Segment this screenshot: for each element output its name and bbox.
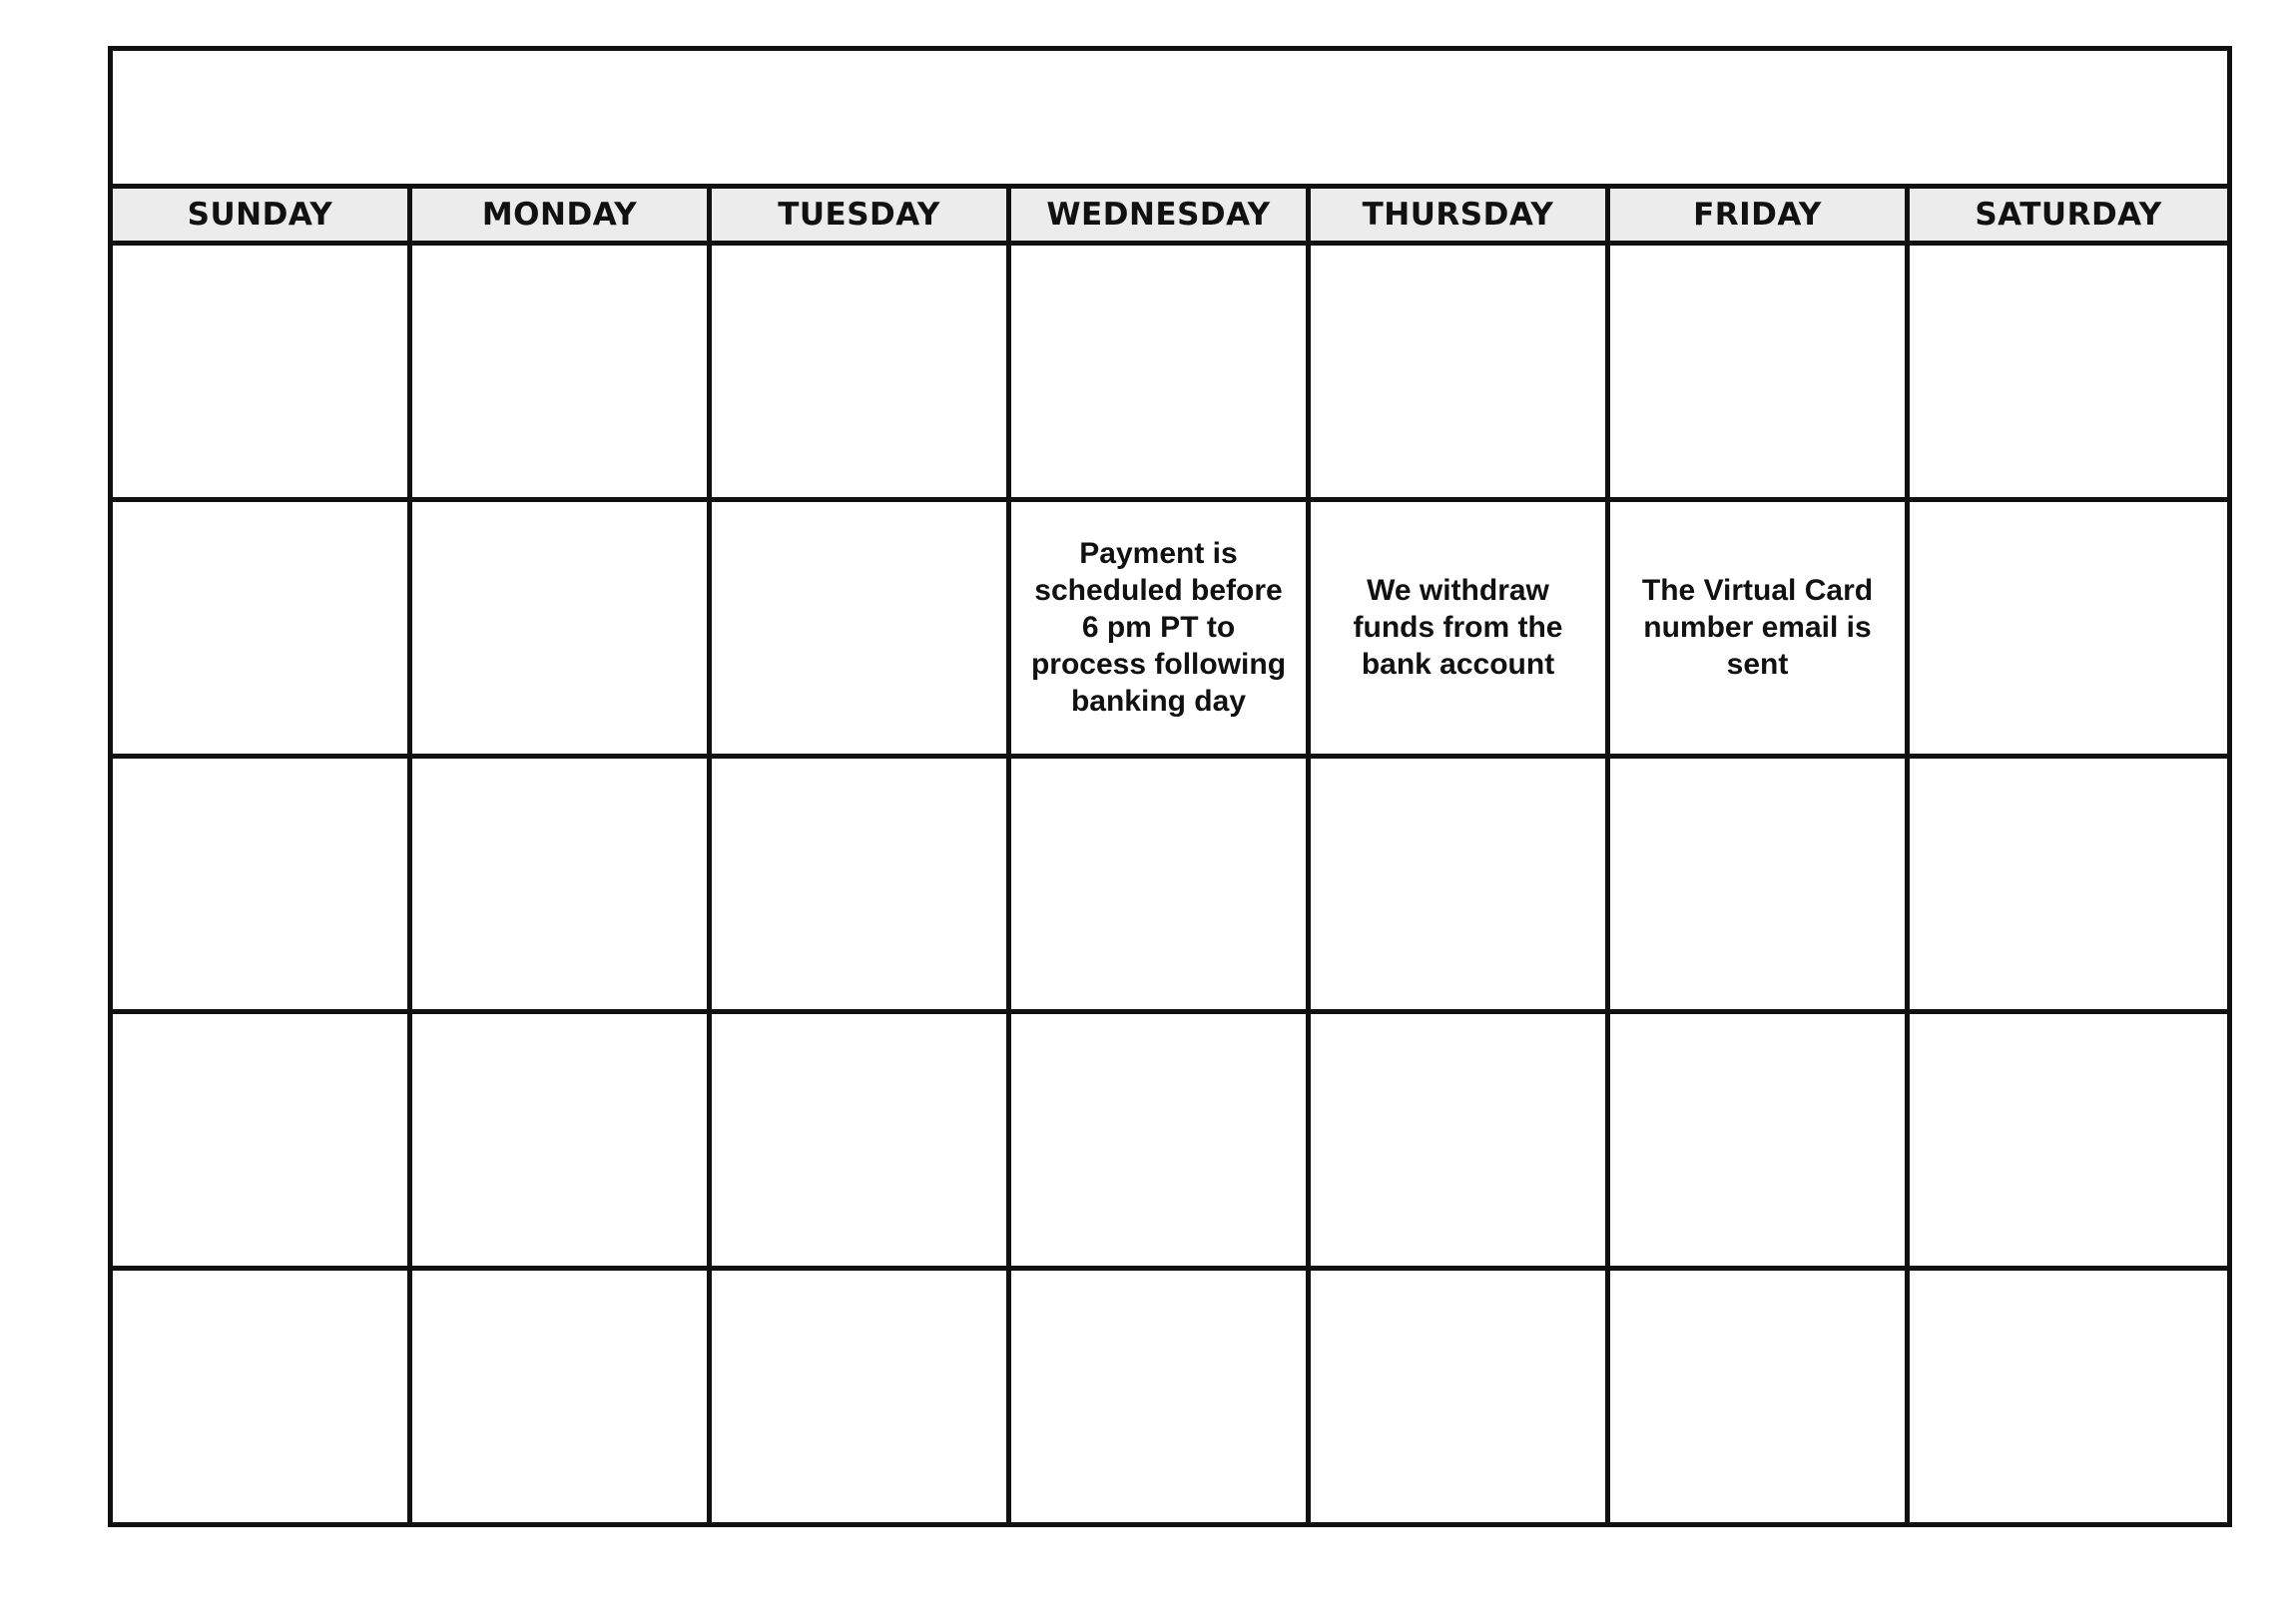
day-cell — [113, 759, 412, 1010]
day-cell — [1610, 246, 1910, 497]
week-row — [113, 1271, 2227, 1522]
day-cell — [412, 1271, 712, 1522]
weekday-header-tuesday: TUESDAY — [712, 189, 1011, 241]
day-cell — [113, 1014, 412, 1266]
day-cell — [412, 759, 712, 1010]
day-cell — [113, 1271, 412, 1522]
day-cell — [712, 1014, 1011, 1266]
day-cell — [1910, 1014, 2227, 1266]
day-cell — [1311, 759, 1610, 1010]
weekday-header-thursday: THURSDAY — [1311, 189, 1610, 241]
day-cell-wednesday-note — [1011, 502, 1311, 754]
week-row — [113, 502, 2227, 759]
weekday-header-sunday: SUNDAY — [113, 189, 412, 241]
day-cell — [1311, 1271, 1610, 1522]
withdraw-funds-note: We withdraw funds from the bank account — [1353, 574, 1563, 682]
day-cell — [1610, 1271, 1910, 1522]
weekday-header-row — [113, 189, 2227, 246]
weekday-header-friday: FRIDAY — [1610, 189, 1910, 241]
day-cell — [1910, 246, 2227, 497]
day-cell — [412, 502, 712, 754]
day-cell — [412, 1014, 712, 1266]
day-cell — [1011, 246, 1311, 497]
day-cell-thursday-note — [1311, 502, 1610, 754]
payment-scheduled-note: Payment is scheduled before 6 pm PT to process following banking day — [1030, 537, 1287, 719]
day-cell — [1910, 502, 2227, 754]
weekday-header-monday: MONDAY — [412, 189, 712, 241]
weekday-header-saturday: SATURDAY — [1910, 189, 2227, 241]
calendar-grid — [113, 246, 2227, 1522]
day-cell — [1011, 1014, 1311, 1266]
week-row — [113, 1014, 2227, 1271]
day-cell — [712, 246, 1011, 497]
weekday-header-wednesday: WEDNESDAY — [1011, 189, 1311, 241]
day-cell — [1311, 246, 1610, 497]
day-cell — [712, 502, 1011, 754]
week-row — [113, 759, 2227, 1015]
day-cell — [1610, 1014, 1910, 1266]
day-cell — [1011, 1271, 1311, 1522]
day-cell — [412, 246, 712, 497]
calendar — [108, 46, 2232, 1527]
day-cell — [113, 502, 412, 754]
day-cell — [1910, 759, 2227, 1010]
day-cell — [1610, 759, 1910, 1010]
day-cell — [1910, 1271, 2227, 1522]
day-cell — [1011, 759, 1311, 1010]
day-cell — [1311, 1014, 1610, 1266]
day-cell — [712, 1271, 1011, 1522]
day-cell — [712, 759, 1011, 1010]
day-cell-friday-note — [1610, 502, 1910, 754]
virtual-card-email-note: The Virtual Card number email is sent — [1641, 574, 1874, 682]
week-row — [113, 246, 2227, 502]
calendar-title-band — [113, 51, 2227, 189]
day-cell — [113, 246, 412, 497]
